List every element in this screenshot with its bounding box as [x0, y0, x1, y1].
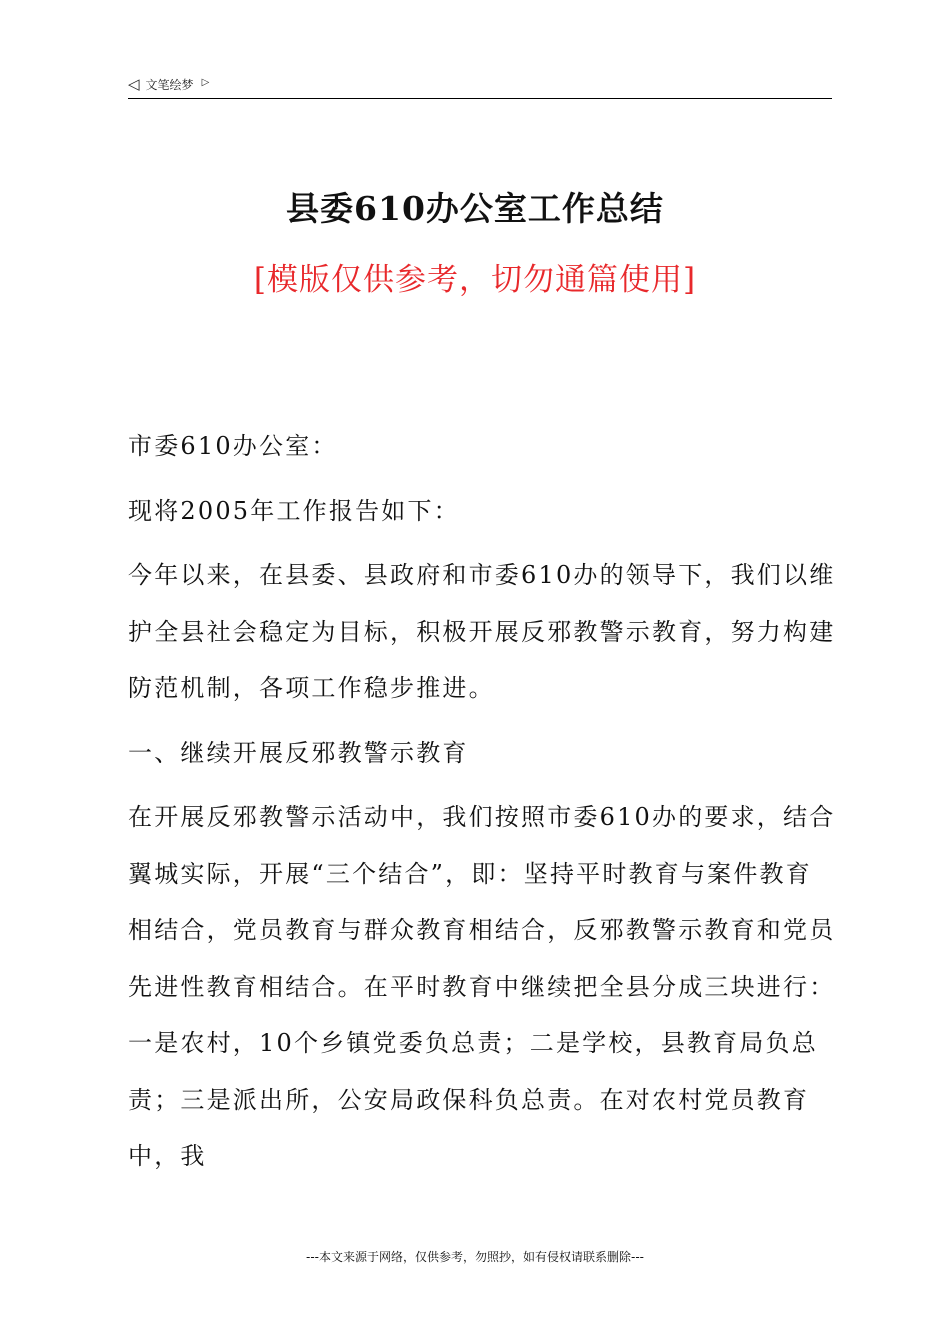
document-body: [128, 418, 838, 1185]
header-brand: [128, 76, 209, 93]
document-subtitle: [模版仅供参考，切勿通篇使用]: [253, 262, 697, 298]
salutation: 市委610办公室：: [128, 432, 338, 460]
page-header: [128, 72, 832, 99]
triangle-left-icon: ◁: [128, 75, 140, 93]
document-title: 县委610办公室工作总结: [286, 189, 664, 228]
triangle-right-icon: ▷: [201, 76, 210, 88]
intro-line: 现将2005年工作报告如下：: [128, 496, 460, 525]
paragraph-2: 在开展反邪教警示活动中，我们按照市委610办的要求，结合翼城实际，开展“三个结合”，即：坚持平时教育与案件教育相结合，党员教育与群众教育相结合，反邪教警示教育和党员先进性教育相结合。在平时教育中继续把全县分成三块进行：一是农村，10个乡镇党委负总责；二是学校，县教育局负总责；三是派出所，公安局政保科负总责。在对农村党员教育中，我: [128, 803, 836, 1170]
section-heading-1: 一、继续开展反邪教警示教育: [128, 738, 469, 767]
brand-label: 文笔绘梦: [145, 78, 194, 92]
paragraph-1: 今年以来，在县委、县政府和市委610办的领导下，我们以维护全县社会稳定为目标，积极开展反邪教警示教育，努力构建防范机制，各项工作稳步推进。: [128, 561, 836, 702]
footer-notice: ---本文来源于网络，仅供参考，勿照抄，如有侵权请联系删除---: [306, 1250, 644, 1264]
